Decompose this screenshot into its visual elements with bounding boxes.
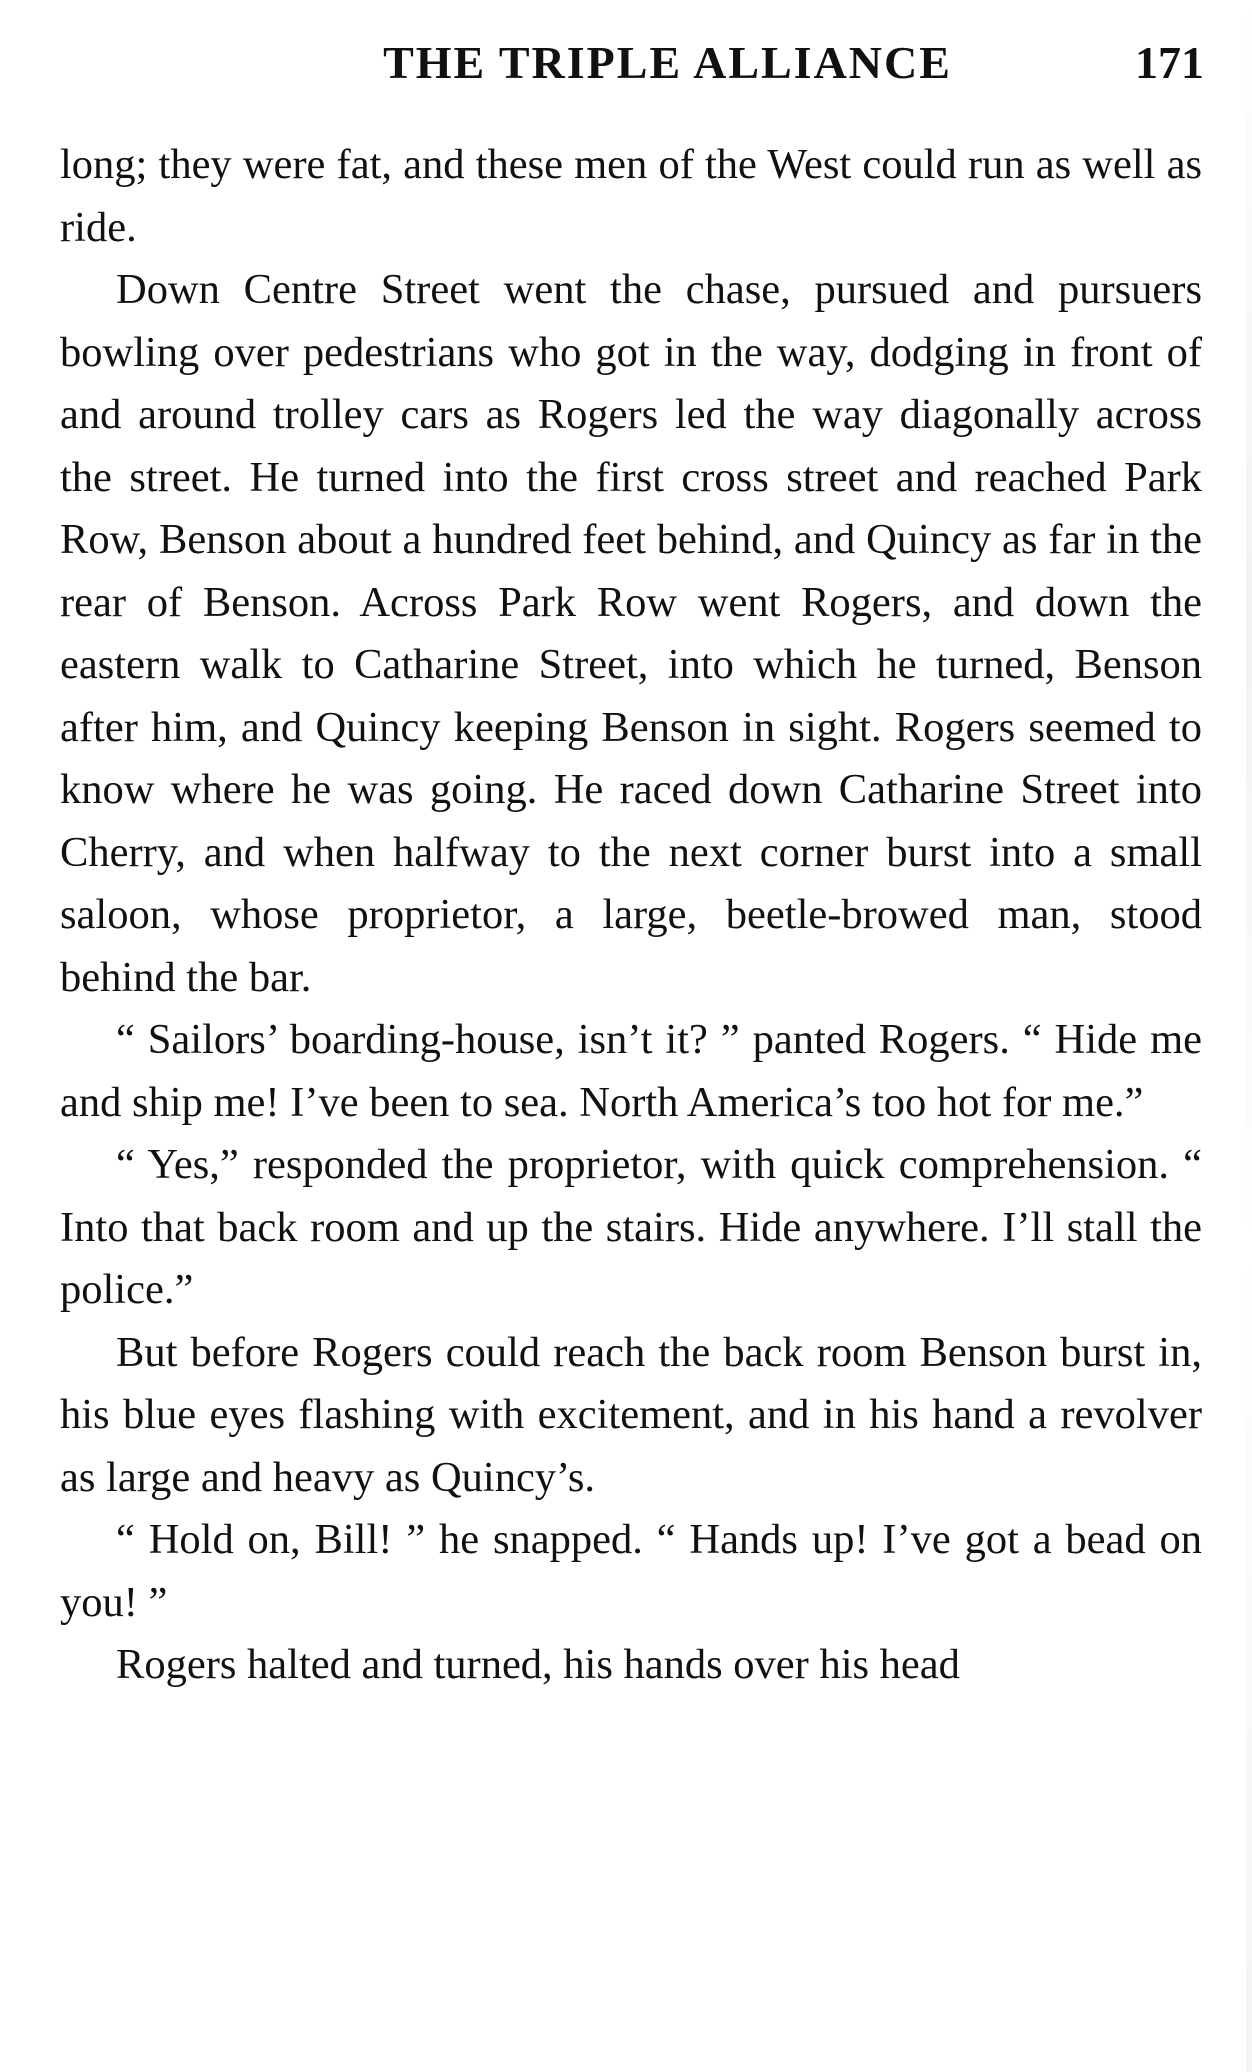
page-edge: [1246, 0, 1252, 2072]
page-number: 171: [1135, 37, 1204, 88]
paragraph-4: “ Yes,” responded the proprietor, with quick comprehension. “ Into that back room and up the stairs. Hide anywhere. I’ll stall the police.”: [60, 1141, 1202, 1313]
paragraph-5: But before Rogers could reach the back room Benson burst in, his blue eyes flashing with excitement, and in his hand a revolver as large and heavy as Quincy’s.: [60, 1328, 1202, 1501]
running-title: THE TRIPLE ALLIANCE: [383, 37, 952, 88]
body-text: [60, 134, 1202, 1697]
paragraph-7: Rogers halted and turned, his hands over his head: [116, 1641, 960, 1688]
running-head: [60, 36, 1204, 96]
paragraph-6: “ Hold on, Bill! ” he snapped. “ Hands up! I’ve got a bead on you! ”: [60, 1516, 1202, 1626]
paragraph-1: long; they were fat, and these men of the West could run as well as ride.: [60, 141, 1202, 251]
paragraph-3: “ Sailors’ boarding-house, isn’t it? ” panted Rogers. “ Hide me and ship me! I’ve been to sea. North America’s too hot for me.”: [60, 1016, 1202, 1126]
paragraph-2: Down Centre Street went the chase, pursued and pursuers bowling over pedestrians who got in the way, dodging in front of and around trolley cars as Rogers led the way diagonally across the street. He turned into the first cross street and reached Park Row, Benson about a hundred feet behind, and Quincy as far in the rear of Benson. Across Park Row went Rogers, and down the eastern walk to Catharine Street, into which he turned, Benson after him, and Quincy keeping Benson in sight. Rogers seemed to know where he was going. He raced down Catharine Street into Cherry, and when halfway to the next corner burst into a small saloon, whose proprietor, a large, beetle-browed man, stood behind the bar.: [60, 266, 1202, 1001]
